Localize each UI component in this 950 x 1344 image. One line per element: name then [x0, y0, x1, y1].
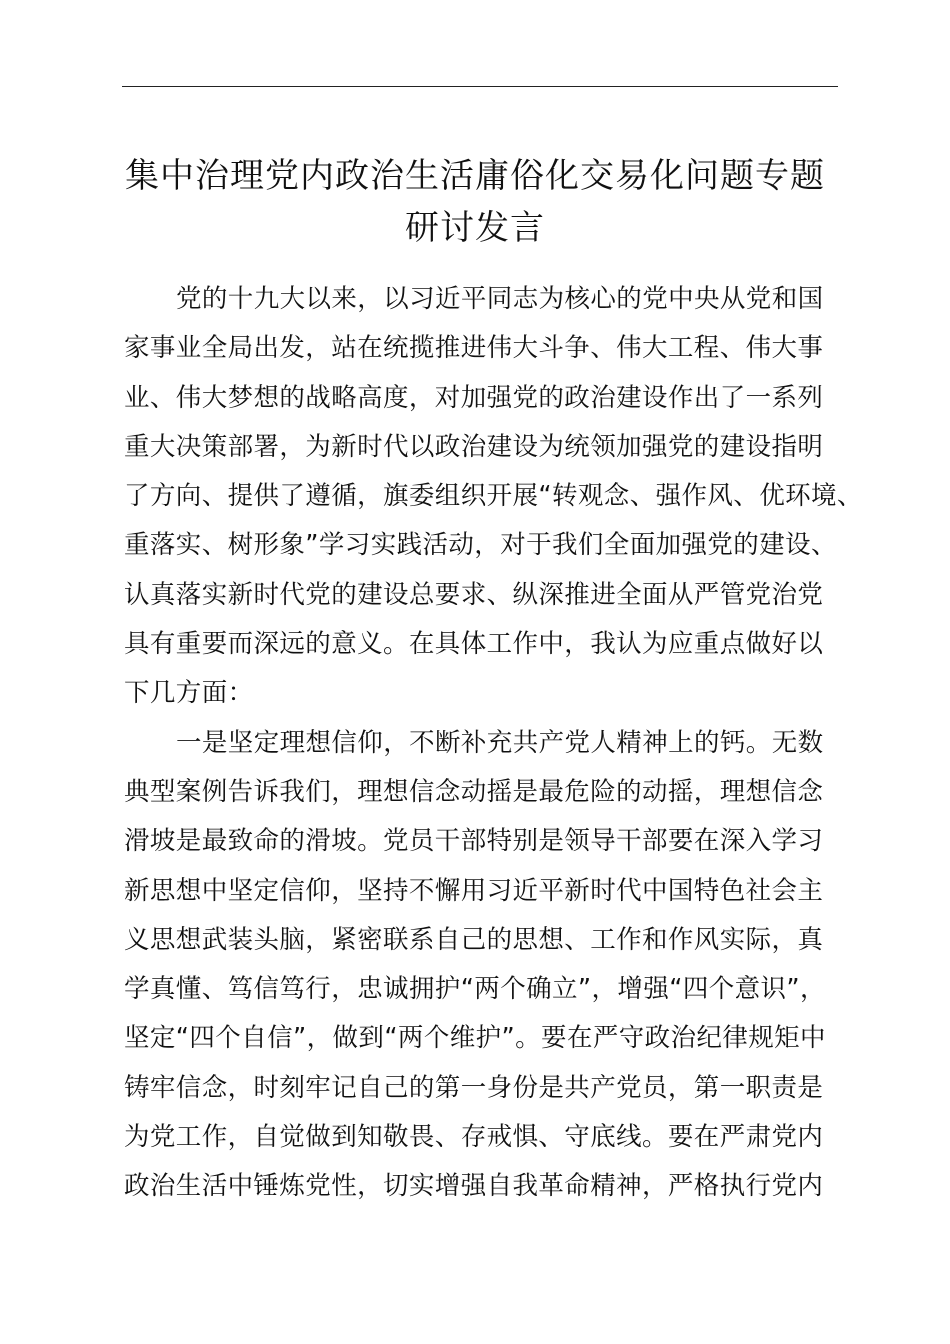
paragraph-1-line: 重落实、树形象”学习实践活动，对于我们全面加强党的建设、: [124, 530, 837, 561]
document-body: [124, 275, 863, 1212]
paragraph-1-line: 业、伟大梦想的战略高度，对加强党的政治建设作出了一系列: [124, 382, 824, 413]
paragraph-1-line: 重大决策部署，为新时代以政治建设为统领加强党的建设指明: [124, 431, 824, 462]
title-line-2: 研讨发言: [405, 208, 545, 248]
paragraph-2-line: 坚定“四个自信”，做到“两个维护”。要在严守政治纪律规矩中: [124, 1023, 826, 1054]
paragraph-2-line: 一是坚定理想信仰，不断补充共产党人精神上的钙。无数: [176, 727, 824, 758]
paragraph-1-line: 具有重要而深远的意义。在具体工作中，我认为应重点做好以: [124, 629, 824, 660]
document-title: [100, 150, 850, 254]
paragraph-1-line: 下几方面：: [124, 678, 254, 709]
paragraph-1-line: 认真落实新时代党的建设总要求、纵深推进全面从严管党治党: [124, 579, 824, 610]
title-line-1: 集中治理党内政治生活庸俗化交易化问题专题: [125, 156, 825, 196]
paragraph-2-line: 滑坡是最致命的滑坡。党员干部特别是领导干部要在深入学习: [124, 826, 824, 857]
paragraph-2-line: 铸牢信念，时刻牢记自己的第一身份是共产党员，第一职责是: [124, 1072, 824, 1103]
paragraph-1-line: 党的十九大以来，以习近平同志为核心的党中央从党和国: [176, 284, 824, 314]
paragraph-2-line: 新思想中坚定信仰，坚持不懈用习近平新时代中国特色社会主: [124, 875, 824, 906]
paragraph-2-line: 典型案例告诉我们，理想信念动摇是最危险的动摇，理想信念: [124, 776, 824, 807]
paragraph-1-line: 了方向、提供了遵循，旗委组织开展“转观念、强作风、优环境、: [124, 481, 863, 512]
paragraph-2-line: 为党工作，自觉做到知敬畏、存戒惧、守底线。要在严肃党内: [124, 1122, 824, 1153]
paragraph-2-line: 政治生活中锤炼党性，切实增强自我革命精神，严格执行党内: [124, 1171, 824, 1202]
header-rule: [122, 86, 838, 87]
paragraph-2-line: 义思想武装头脑，紧密联系自己的思想、工作和作风实际，真: [124, 924, 824, 955]
paragraph-2-line: 学真懂、笃信笃行，忠诚拥护“两个确立”，增强“四个意识”，: [124, 974, 826, 1005]
paragraph-1-line: 家事业全局出发，站在统揽推进伟大斗争、伟大工程、伟大事: [124, 333, 824, 364]
